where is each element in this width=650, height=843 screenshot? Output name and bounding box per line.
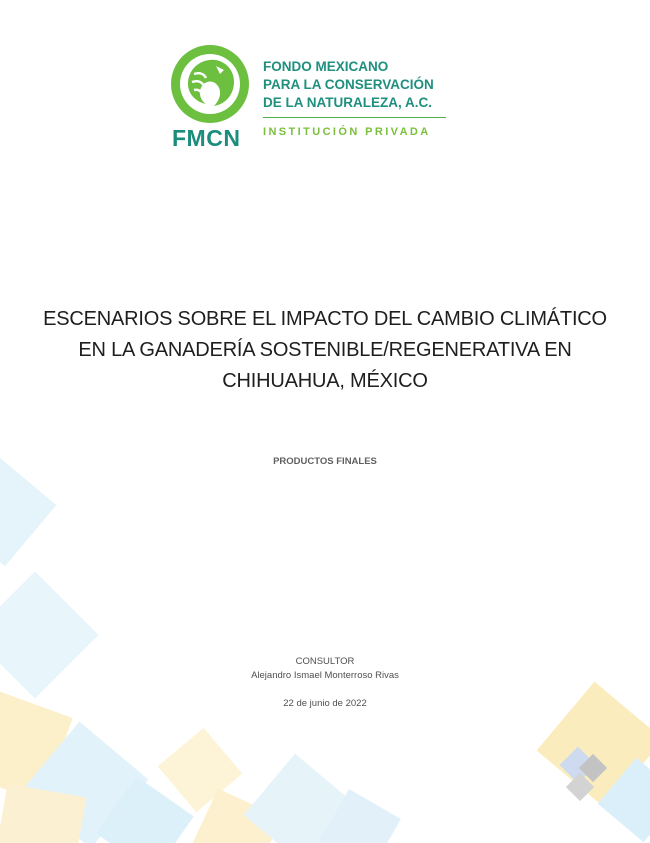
consultor-label: CONSULTOR bbox=[295, 656, 355, 667]
deco-square bbox=[188, 788, 281, 843]
deco-square bbox=[158, 728, 243, 813]
title-line: EN LA GANADERÍA SOSTENIBLE/REGENERATIVA EN bbox=[78, 339, 572, 361]
logo-acronym: FMCN bbox=[172, 125, 241, 151]
title-line: ESCENARIOS SOBRE EL IMPACTO DEL CAMBIO CLIMÁTICO bbox=[43, 308, 607, 330]
organization-name-line: DE LA NATURALEZA, A.C. bbox=[263, 95, 432, 110]
deco-square bbox=[579, 754, 607, 782]
organization-name-line: FONDO MEXICANO bbox=[263, 59, 389, 74]
document-title bbox=[40, 304, 610, 397]
deco-square bbox=[319, 789, 401, 843]
deco-square bbox=[598, 758, 650, 843]
deco-square bbox=[560, 747, 597, 784]
organization-type: INSTITUCIÓN PRIVADA bbox=[263, 126, 431, 138]
logo-divider bbox=[263, 117, 446, 118]
title-line: CHIHUAHUA, MÉXICO bbox=[222, 370, 428, 392]
deco-square bbox=[244, 754, 357, 843]
fmcn-eagle-emblem-icon bbox=[170, 44, 250, 124]
fmcn-logo bbox=[170, 44, 460, 154]
deco-square bbox=[0, 784, 86, 843]
organization-name-line: PARA LA CONSERVACIÓN bbox=[263, 77, 434, 92]
document-date: 22 de junio de 2022 bbox=[283, 698, 367, 709]
deco-square bbox=[22, 722, 149, 843]
consultor-name: Alejandro Ismael Monterroso Rivas bbox=[251, 670, 399, 681]
deco-square bbox=[566, 773, 594, 801]
document-subtitle: PRODUCTOS FINALES bbox=[273, 456, 377, 467]
organization-name bbox=[263, 58, 434, 112]
deco-square bbox=[0, 454, 56, 567]
deco-square bbox=[96, 776, 193, 843]
